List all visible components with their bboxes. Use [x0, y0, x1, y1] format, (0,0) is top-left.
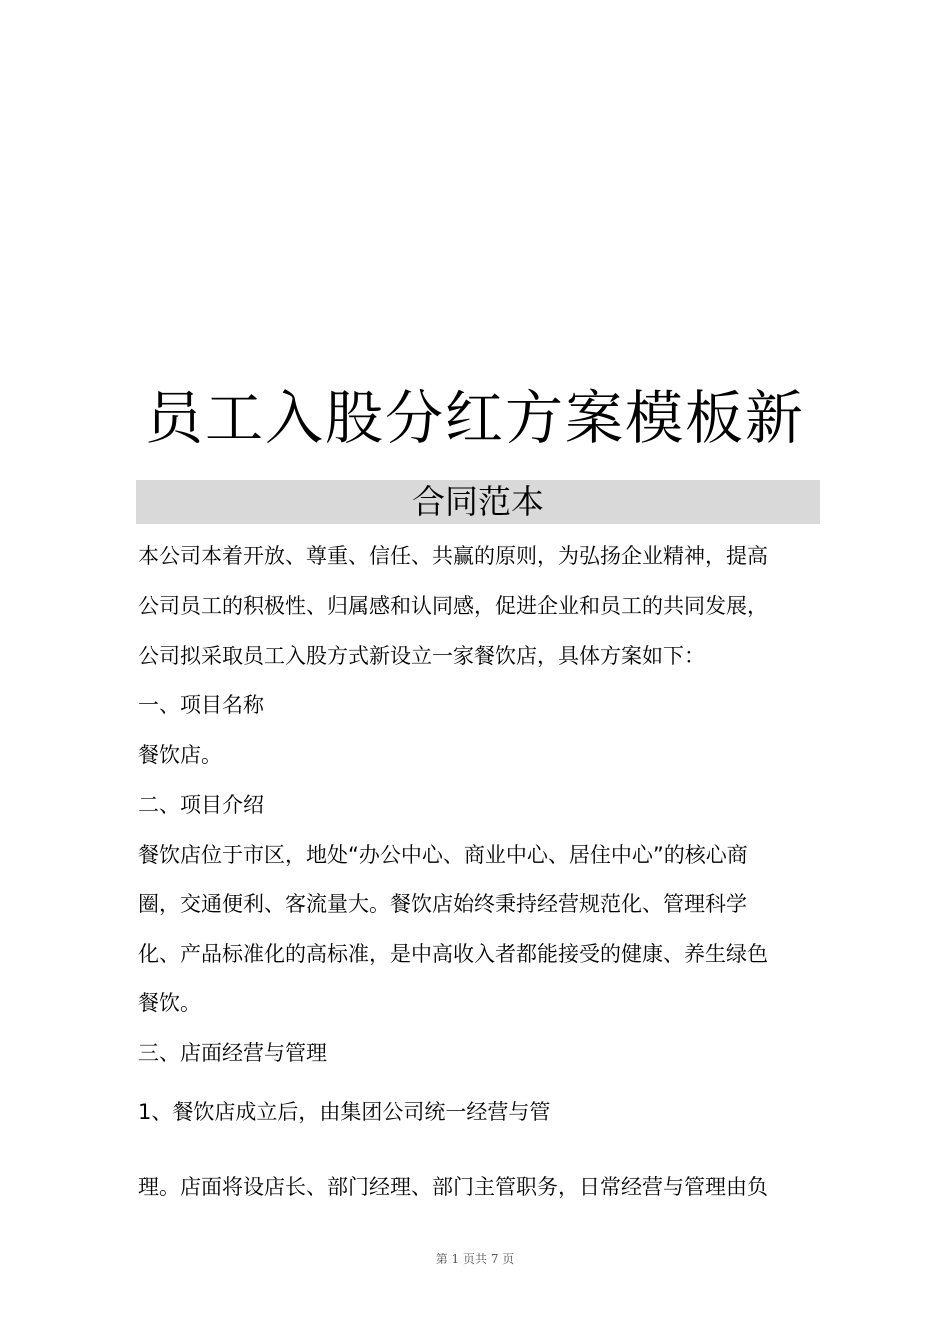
section-heading: 一、项目名称	[138, 693, 264, 717]
paragraph-line: 理。店面将设店长、部门经理、部门主管职务，日常经营与管理由负	[138, 1175, 768, 1199]
paragraph-line: 本公司本着开放、尊重、信任、共赢的原则，为弘扬企业精神，提高	[138, 544, 768, 568]
page-footer: 第 1 页共 7 页	[435, 1252, 515, 1266]
paragraph-line: 餐饮。	[138, 991, 201, 1015]
paragraph-line: 餐饮店位于市区，地处“办公中心、商业中心、居住中心”的核心商	[138, 843, 748, 867]
paragraph-line: 圈，交通便利、客流量大。餐饮店始终秉持经营规范化、管理科学	[138, 892, 747, 916]
paragraph-line: 公司拟采取员工入股方式新设立一家餐饮店，具体方案如下：	[138, 644, 705, 668]
paragraph-line: 1、餐饮店成立后，由集团公司统一经营与管	[138, 1100, 551, 1124]
paragraph-line: 餐饮店。	[138, 743, 222, 767]
document-title: 员工入股分红方案模板新	[144, 384, 805, 452]
section-heading: 三、店面经营与管理	[138, 1041, 327, 1065]
paragraph-line: 化、产品标准化的高标准，是中高收入者都能接受的健康、养生绿色	[138, 942, 768, 966]
document-subtitle: 合同范本	[136, 480, 820, 524]
paragraph-line: 公司员工的积极性、归属感和认同感，促进企业和员工的共同发展，	[138, 594, 768, 618]
section-heading: 二、项目介绍	[138, 793, 264, 817]
